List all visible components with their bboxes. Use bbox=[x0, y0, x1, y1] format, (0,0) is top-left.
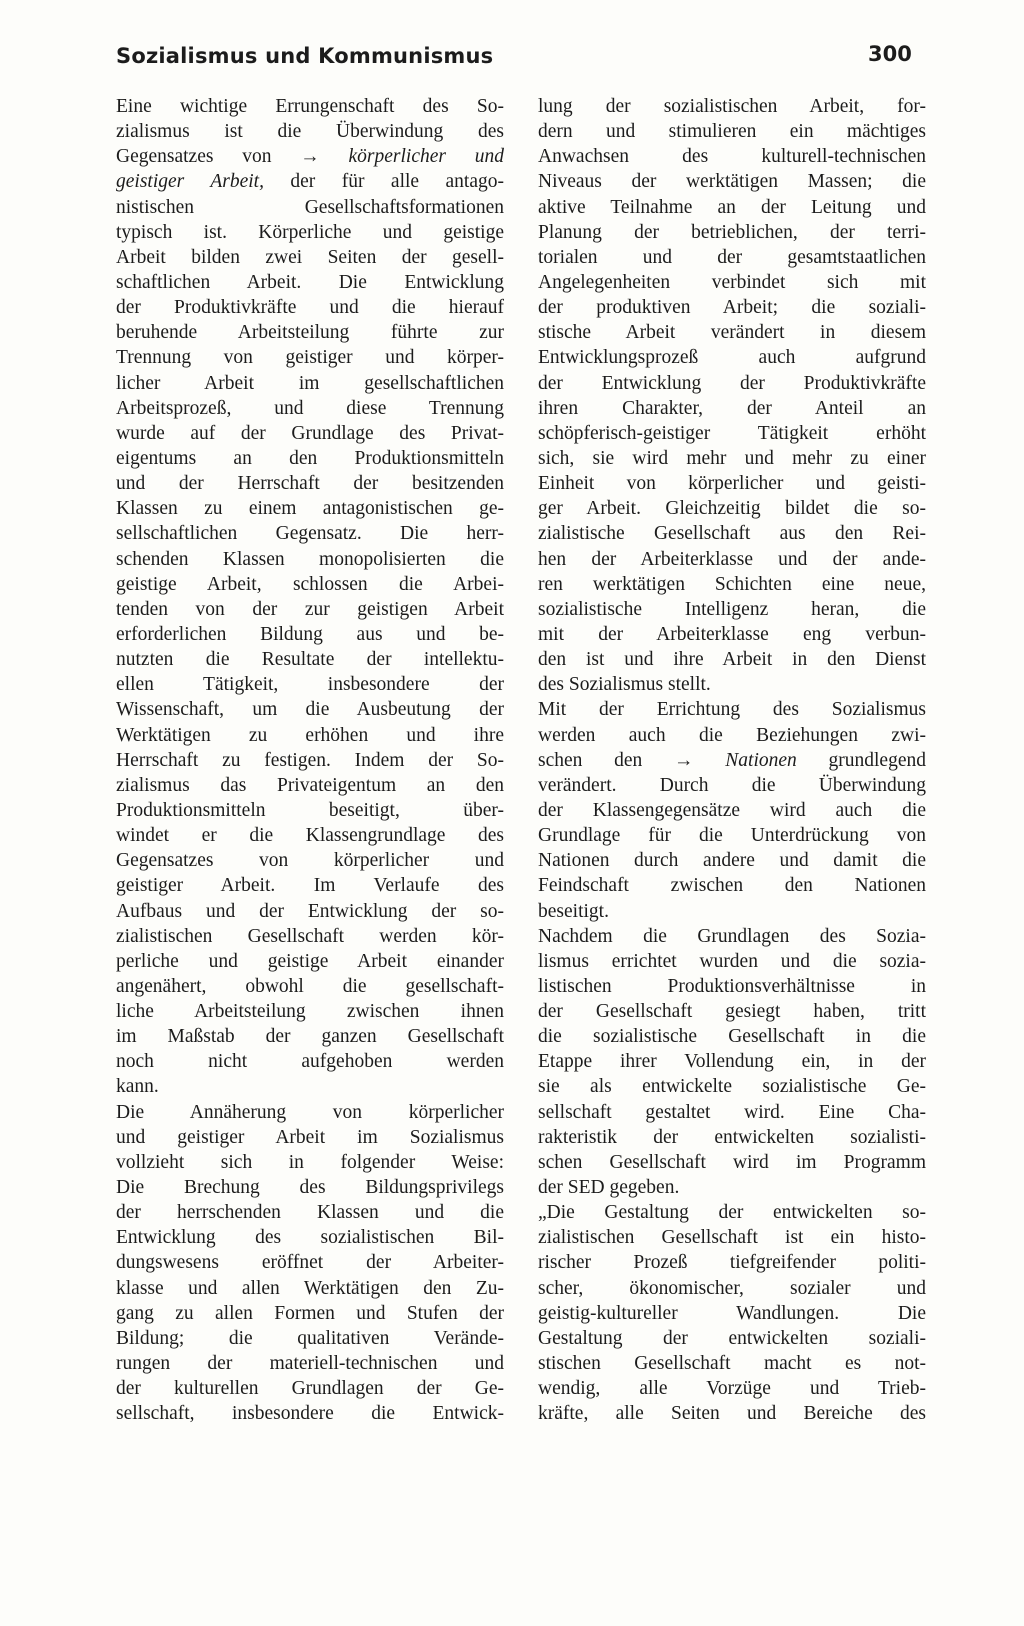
text-line: zialistischen Gesellschaft werden kör- bbox=[116, 925, 504, 947]
text-line: Grundlage für die Unterdrückung von bbox=[538, 825, 926, 847]
text-line: Nachdem die Grundlagen des Sozia- bbox=[538, 925, 926, 947]
text-line: gang zu allen Formen und Stufen der bbox=[116, 1302, 504, 1324]
text-line: stischen Gesellschaft macht es not- bbox=[538, 1353, 926, 1375]
page-number: 300 bbox=[868, 42, 912, 66]
text-line: Aufbaus und der Entwicklung der so- bbox=[116, 900, 504, 922]
text-line: perliche und geistige Arbeit einander bbox=[116, 950, 504, 972]
text-line: geistig-kultureller Wandlungen. Die bbox=[538, 1302, 926, 1324]
text-line: den ist und ihre Arbeit in den Dienst bbox=[538, 649, 926, 671]
cross-reference-line: schen den → Nationen grundlegend bbox=[538, 749, 926, 771]
text-line: Arbeit bilden zwei Seiten der gesell- bbox=[116, 246, 504, 268]
text-line: sellschaft gestaltet wird. Eine Cha- bbox=[538, 1101, 926, 1123]
text-line: sellschaft, insbesondere die Entwick- bbox=[116, 1403, 504, 1425]
text-line: stische Arbeit verändert in diesem bbox=[538, 322, 926, 344]
text-line: Planung der betrieblichen, der terri- bbox=[538, 221, 926, 243]
text-line: Entwicklungsprozeß auch aufgrund bbox=[538, 347, 926, 369]
text-line: Niveaus der werktätigen Massen; die bbox=[538, 171, 926, 193]
text-line: nistischen Gesellschaftsformationen bbox=[116, 196, 504, 218]
text-line: der SED gegeben. bbox=[538, 1177, 680, 1199]
text-line: der Produktivkräfte und die hierauf bbox=[116, 297, 504, 319]
text-line: eigentums an den Produktionsmitteln bbox=[116, 447, 504, 469]
text-line: wendig, alle Vorzüge und Trieb- bbox=[538, 1378, 926, 1400]
text-line: die sozialistische Gesellschaft in die bbox=[538, 1026, 926, 1048]
cross-reference-term: körperlicher und bbox=[348, 146, 504, 168]
text-line: zialismus das Privateigentum an den bbox=[116, 774, 504, 796]
text-line: Trennung von geistiger und körper- bbox=[116, 347, 504, 369]
text-line: Eine wichtige Errungenschaft des So- bbox=[116, 96, 504, 117]
text-line: kräfte, alle Seiten und Bereiche des bbox=[538, 1403, 926, 1425]
text-line: Mit der Errichtung des Sozialismus bbox=[538, 699, 926, 721]
text-line: hen der Arbeiterklasse und der ande- bbox=[538, 548, 926, 570]
text-line: dern und stimulieren ein mächtiges bbox=[538, 121, 926, 143]
text-line: nutzten die Resultate der intellektu- bbox=[116, 649, 504, 671]
text-line: schöpferisch-geistiger Tätigkeit erhöht bbox=[538, 422, 926, 444]
text-line: angenähert, obwohl die gesellschaft- bbox=[116, 975, 504, 997]
text-line: wurde auf der Grundlage des Privat- bbox=[116, 422, 504, 444]
text-line: rakteristik der entwickelten sozialisti- bbox=[538, 1126, 926, 1148]
text-line: windet er die Klassengrundlage des bbox=[116, 825, 504, 847]
cross-reference-line: Gegensatzes von → körperlicher und bbox=[116, 146, 504, 168]
text-line: Die Annäherung von körperlicher bbox=[116, 1101, 504, 1123]
text-line: verändert. Durch die Überwindung bbox=[538, 774, 926, 796]
text-line: liche Arbeitsteilung zwischen ihnen bbox=[116, 1001, 504, 1023]
cross-reference-term: geistiger Arbeit, bbox=[116, 171, 264, 193]
text-line: vollzieht sich in folgender Weise: bbox=[116, 1151, 504, 1173]
right-text-column bbox=[538, 94, 926, 1426]
text-line: und der Herrschaft der besitzenden bbox=[116, 473, 504, 495]
text-line: ellen Tätigkeit, insbesondere der bbox=[116, 674, 504, 696]
text-line: scher, ökonomischer, sozialer und bbox=[538, 1277, 926, 1299]
text-line: sellschaftlichen Gegensatz. Die herr- bbox=[116, 523, 504, 545]
text-line: dungswesens eröffnet der Arbeiter- bbox=[116, 1252, 504, 1274]
text-line: geistiger Arbeit. Im Verlaufe des bbox=[116, 875, 504, 897]
text-line: tenden von der zur geistigen Arbeit bbox=[116, 598, 504, 620]
text-line: Einheit von körperlicher und geisti- bbox=[538, 473, 926, 495]
text-line: Angelegenheiten verbindet sich mit bbox=[538, 271, 926, 293]
text-line: ger Arbeit. Gleichzeitig bildet die so- bbox=[538, 498, 926, 520]
text-line: Die Brechung des Bildungsprivilegs bbox=[116, 1177, 504, 1199]
text-line: kann. bbox=[116, 1076, 159, 1098]
text-line: sich, sie wird mehr und mehr zu einer bbox=[538, 447, 926, 469]
text-line: der herrschenden Klassen und die bbox=[116, 1202, 504, 1224]
text-line: zialistische Gesellschaft aus den Rei- bbox=[538, 523, 926, 545]
text-line: im Maßstab der ganzen Gesellschaft bbox=[116, 1026, 504, 1048]
text-line: und geistiger Arbeit im Sozialismus bbox=[116, 1126, 504, 1148]
text-line: Bildung; die qualitativen Verände- bbox=[116, 1327, 504, 1349]
text-line: rungen der materiell-technischen und bbox=[116, 1353, 504, 1375]
text-line: ihren Charakter, der Anteil an bbox=[538, 397, 926, 419]
text-line: der Klassengegensätze wird auch die bbox=[538, 799, 926, 821]
text-line: Klassen zu einem antagonistischen ge- bbox=[116, 498, 504, 520]
text-line: lung der sozialistischen Arbeit, for- bbox=[538, 96, 926, 117]
text-line: ren werktätigen Schichten eine neue, bbox=[538, 573, 926, 595]
text-line: Anwachsen des kulturell-technischen bbox=[538, 146, 926, 168]
text-line: schaftlichen Arbeit. Die Entwicklung bbox=[116, 271, 504, 293]
text-line: sie als entwickelte sozialistische Ge- bbox=[538, 1076, 926, 1098]
text-line: des Sozialismus stellt. bbox=[538, 674, 711, 696]
text-line: schen Gesellschaft wird im Programm bbox=[538, 1151, 926, 1173]
text-line: der kulturellen Grundlagen der Ge- bbox=[116, 1378, 504, 1400]
text-line: geistige Arbeit, schlossen die Arbei- bbox=[116, 573, 504, 595]
text-line: Feindschaft zwischen den Nationen bbox=[538, 875, 926, 897]
text-line: Werktätigen zu erhöhen und ihre bbox=[116, 724, 504, 746]
text-line: Nationen durch andere und damit die bbox=[538, 850, 926, 872]
text-line: mit der Arbeiterklasse eng verbun- bbox=[538, 623, 926, 645]
text-line: der Gesellschaft gesiegt haben, tritt bbox=[538, 1001, 926, 1023]
text-line: Herrschaft zu festigen. Indem der So- bbox=[116, 749, 504, 771]
text-line: Gegensatzes von körperlicher und bbox=[116, 850, 504, 872]
text-line: lismus errichtet wurden und die sozia- bbox=[538, 950, 926, 972]
text-line: werden auch die Beziehungen zwi- bbox=[538, 724, 926, 746]
text-line: rischer Prozeß tiefgreifender politi- bbox=[538, 1252, 926, 1274]
text-line: zialistischen Gesellschaft ist ein histo- bbox=[538, 1227, 926, 1249]
text-line: „Die Gestaltung der entwickelten so- bbox=[538, 1202, 926, 1224]
text-line: der produktiven Arbeit; die soziali- bbox=[538, 297, 926, 319]
text-line: torialen und der gesamtstaatlichen bbox=[538, 246, 926, 268]
text-line: Produktionsmitteln beseitigt, über- bbox=[116, 799, 504, 821]
text-line: noch nicht aufgehoben werden bbox=[116, 1051, 504, 1073]
cross-reference-term: Nationen bbox=[725, 749, 797, 771]
text-line: beruhende Arbeitsteilung führte zur bbox=[116, 322, 504, 344]
text-line: licher Arbeit im gesellschaftlichen bbox=[116, 372, 504, 394]
text-line: erforderlichen Bildung aus und be- bbox=[116, 623, 504, 645]
text-line: Gestaltung der entwickelten soziali- bbox=[538, 1327, 926, 1349]
cross-reference-line: geistiger Arbeit, der für alle antago- bbox=[116, 171, 504, 193]
text-line: Arbeitsprozeß, und diese Trennung bbox=[116, 397, 504, 419]
text-line: aktive Teilnahme an der Leitung und bbox=[538, 196, 926, 218]
text-line: klasse und allen Werktätigen den Zu- bbox=[116, 1277, 504, 1299]
text-line: schenden Klassen monopolisierten die bbox=[116, 548, 504, 570]
text-line: der Entwicklung der Produktivkräfte bbox=[538, 372, 926, 394]
text-line: zialismus ist die Überwindung des bbox=[116, 121, 504, 143]
text-line: Wissenschaft, um die Ausbeutung der bbox=[116, 699, 504, 721]
text-line: listischen Produktionsverhältnisse in bbox=[538, 975, 926, 997]
text-line: sozialistische Intelligenz heran, die bbox=[538, 598, 926, 620]
text-line: beseitigt. bbox=[538, 900, 609, 922]
text-line: Etappe ihrer Vollendung ein, in der bbox=[538, 1051, 926, 1073]
left-text-column bbox=[116, 94, 504, 1426]
page-header-title: Sozialismus und Kommunismus bbox=[116, 44, 494, 68]
text-line: typisch ist. Körperliche und geistige bbox=[116, 221, 504, 243]
text-line: Entwicklung des sozialistischen Bil- bbox=[116, 1227, 504, 1249]
